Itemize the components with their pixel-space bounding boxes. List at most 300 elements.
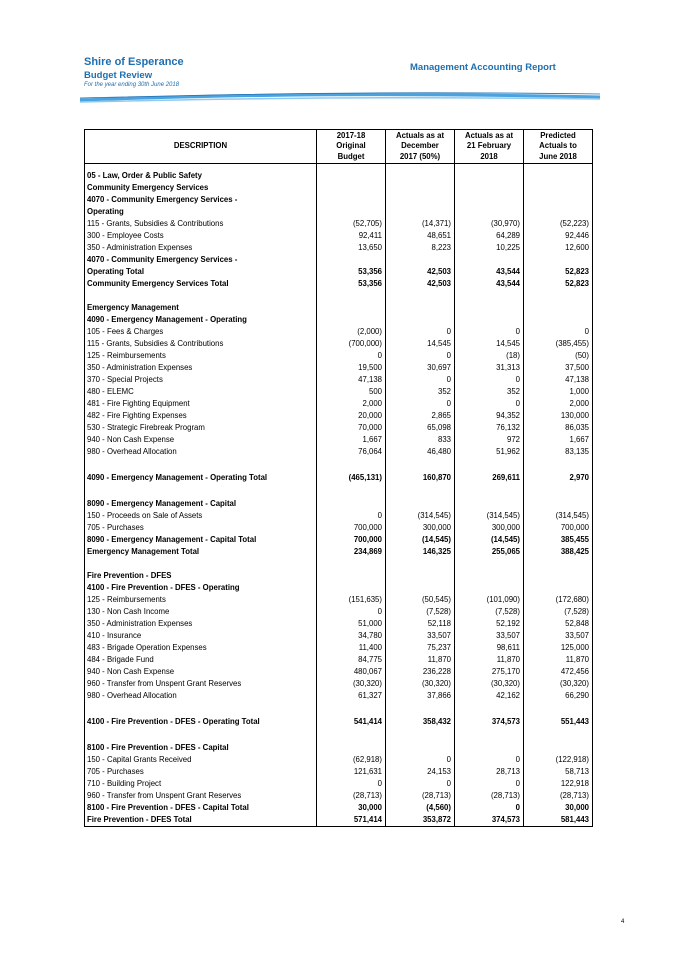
row-description: 940 - Non Cash Expense — [85, 434, 317, 446]
row-value — [386, 484, 455, 498]
row-value: 700,000 — [317, 534, 386, 546]
row-value: 47,138 — [317, 374, 386, 386]
blank-row — [85, 728, 593, 742]
row-value: 269,611 — [455, 472, 524, 484]
section-heading-row — [85, 582, 593, 594]
section-heading-row — [85, 182, 593, 194]
row-value — [455, 290, 524, 302]
row-value: 20,000 — [317, 410, 386, 422]
row-value: 300,000 — [455, 522, 524, 534]
row-description: 350 - Administration Expenses — [85, 618, 317, 630]
row-value — [386, 170, 455, 182]
row-value: 92,446 — [524, 230, 593, 242]
table-row — [85, 362, 593, 374]
row-value: 28,713 — [455, 766, 524, 778]
row-value: 34,780 — [317, 630, 386, 642]
row-description: Community Emergency Services Total — [85, 278, 317, 290]
row-description: 350 - Administration Expenses — [85, 362, 317, 374]
section-heading-row — [85, 498, 593, 510]
row-value: 0 — [317, 510, 386, 522]
row-value — [524, 206, 593, 218]
row-value: (4,560) — [386, 802, 455, 814]
row-value: 30,697 — [386, 362, 455, 374]
row-value — [455, 702, 524, 716]
table-row — [85, 654, 593, 666]
row-value — [317, 728, 386, 742]
row-description — [85, 728, 317, 742]
row-value — [455, 206, 524, 218]
budget-review-table — [84, 129, 593, 827]
row-description: Fire Prevention - DFES Total — [85, 814, 317, 827]
row-value: 0 — [317, 606, 386, 618]
row-value — [524, 170, 593, 182]
row-value: 1,667 — [317, 434, 386, 446]
row-value: (314,545) — [386, 510, 455, 522]
section-heading-row — [85, 570, 593, 582]
section-heading-row — [85, 314, 593, 326]
row-value: 0 — [455, 754, 524, 766]
row-value: (30,970) — [455, 218, 524, 230]
row-description: Fire Prevention - DFES — [85, 570, 317, 582]
row-value — [317, 742, 386, 754]
row-value: 42,503 — [386, 266, 455, 278]
document-subtitle: Budget Review — [84, 70, 153, 81]
header-swoosh-graphic — [80, 88, 600, 108]
row-value: (172,680) — [524, 594, 593, 606]
row-value: (465,131) — [317, 472, 386, 484]
table-row — [85, 618, 593, 630]
row-description: 8100 - Fire Prevention - DFES - Capital — [85, 742, 317, 754]
row-value — [386, 498, 455, 510]
row-description: 960 - Transfer from Unspent Grant Reserves — [85, 678, 317, 690]
row-value: 12,600 — [524, 242, 593, 254]
row-value: 700,000 — [317, 522, 386, 534]
row-description: 150 - Proceeds on Sale of Assets — [85, 510, 317, 522]
row-value: (385,455) — [524, 338, 593, 350]
row-value: 11,870 — [386, 654, 455, 666]
row-value: 122,918 — [524, 778, 593, 790]
page-number: 4 — [621, 919, 625, 925]
row-description: 4100 - Fire Prevention - DFES - Operating Total — [85, 716, 317, 728]
row-value — [386, 702, 455, 716]
row-description: 705 - Purchases — [85, 766, 317, 778]
row-description: 410 - Insurance — [85, 630, 317, 642]
row-value — [455, 254, 524, 266]
table-row — [85, 326, 593, 338]
col-header-actuals-december: Actuals as at December 2017 (50%) — [386, 130, 455, 164]
row-value: 571,414 — [317, 814, 386, 827]
row-value — [386, 558, 455, 570]
row-value — [317, 170, 386, 182]
row-value: 30,000 — [524, 802, 593, 814]
row-value: (2,000) — [317, 326, 386, 338]
row-value: 352 — [386, 386, 455, 398]
row-value: 121,631 — [317, 766, 386, 778]
total-row — [85, 534, 593, 546]
table-header-row — [85, 130, 593, 164]
row-value: 14,545 — [455, 338, 524, 350]
row-value — [317, 484, 386, 498]
row-value: 0 — [386, 326, 455, 338]
row-value: 352 — [455, 386, 524, 398]
row-value: (18) — [455, 350, 524, 362]
row-value: (50,545) — [386, 594, 455, 606]
row-value: 43,544 — [455, 278, 524, 290]
row-value — [455, 582, 524, 594]
row-value: 42,503 — [386, 278, 455, 290]
row-value: 47,138 — [524, 374, 593, 386]
section-heading-row — [85, 254, 593, 266]
row-value: 0 — [317, 350, 386, 362]
row-description: 370 - Special Projects — [85, 374, 317, 386]
row-value: (14,545) — [455, 534, 524, 546]
row-value: (14,545) — [386, 534, 455, 546]
row-value: 70,000 — [317, 422, 386, 434]
row-value — [455, 170, 524, 182]
row-description: Operating Total — [85, 266, 317, 278]
row-value — [455, 742, 524, 754]
row-value: 13,650 — [317, 242, 386, 254]
row-description: 484 - Brigade Fund — [85, 654, 317, 666]
total-row — [85, 546, 593, 558]
row-value — [317, 582, 386, 594]
row-value: 33,507 — [455, 630, 524, 642]
table-row — [85, 510, 593, 522]
row-description — [85, 290, 317, 302]
row-value: (28,713) — [317, 790, 386, 802]
row-value — [524, 182, 593, 194]
row-description: 125 - Reimbursements — [85, 594, 317, 606]
reporting-period: For the year ending 30th June 2018 — [84, 82, 180, 88]
row-value — [386, 206, 455, 218]
row-value: 52,823 — [524, 266, 593, 278]
row-value: (28,713) — [455, 790, 524, 802]
row-value: 86,035 — [524, 422, 593, 434]
row-value — [317, 570, 386, 582]
row-value: 700,000 — [524, 522, 593, 534]
table-row — [85, 386, 593, 398]
section-heading-row — [85, 206, 593, 218]
col-header-description: DESCRIPTION — [85, 130, 317, 164]
row-value: 61,327 — [317, 690, 386, 702]
row-value: 0 — [455, 326, 524, 338]
row-value — [317, 458, 386, 472]
row-value: 480,067 — [317, 666, 386, 678]
row-value — [455, 498, 524, 510]
table-row — [85, 374, 593, 386]
table-row — [85, 522, 593, 534]
row-value: (122,918) — [524, 754, 593, 766]
row-value: 52,192 — [455, 618, 524, 630]
row-value — [524, 302, 593, 314]
row-value — [455, 314, 524, 326]
row-value: 972 — [455, 434, 524, 446]
row-value: (62,918) — [317, 754, 386, 766]
col-header-original-budget: 2017-18 Original Budget — [317, 130, 386, 164]
table-row — [85, 422, 593, 434]
row-description: 350 - Administration Expenses — [85, 242, 317, 254]
blank-row — [85, 702, 593, 716]
row-value: 10,225 — [455, 242, 524, 254]
row-value: 353,872 — [386, 814, 455, 827]
row-value: (151,635) — [317, 594, 386, 606]
table-row — [85, 338, 593, 350]
row-value: 76,132 — [455, 422, 524, 434]
row-value: (30,320) — [317, 678, 386, 690]
row-value: 0 — [317, 778, 386, 790]
row-value: 255,065 — [455, 546, 524, 558]
total-row — [85, 278, 593, 290]
row-value — [524, 558, 593, 570]
row-value: 160,870 — [386, 472, 455, 484]
row-value: 75,237 — [386, 642, 455, 654]
row-value: 51,962 — [455, 446, 524, 458]
blank-row — [85, 484, 593, 498]
row-value: 0 — [524, 326, 593, 338]
table-row — [85, 230, 593, 242]
row-description: 483 - Brigade Operation Expenses — [85, 642, 317, 654]
row-value: (14,371) — [386, 218, 455, 230]
row-value: 0 — [386, 374, 455, 386]
row-value — [524, 702, 593, 716]
section-heading-row — [85, 742, 593, 754]
table-row — [85, 790, 593, 802]
total-row — [85, 472, 593, 484]
row-value: 374,573 — [455, 716, 524, 728]
row-description: Operating — [85, 206, 317, 218]
row-value: 65,098 — [386, 422, 455, 434]
row-description: Emergency Management Total — [85, 546, 317, 558]
row-value — [317, 558, 386, 570]
table-row — [85, 630, 593, 642]
row-value — [524, 742, 593, 754]
row-value: 51,000 — [317, 618, 386, 630]
row-value: (28,713) — [386, 790, 455, 802]
blank-row — [85, 290, 593, 302]
report-title: Management Accounting Report — [410, 62, 556, 73]
row-description: 530 - Strategic Firebreak Program — [85, 422, 317, 434]
row-description: 115 - Grants, Subsidies & Contributions — [85, 338, 317, 350]
row-value: 92,411 — [317, 230, 386, 242]
row-value — [317, 182, 386, 194]
row-value: 551,443 — [524, 716, 593, 728]
col-header-actuals-february: Actuals as at 21 February 2018 — [455, 130, 524, 164]
blank-row — [85, 458, 593, 472]
row-value: 76,064 — [317, 446, 386, 458]
row-value — [386, 314, 455, 326]
row-value — [455, 484, 524, 498]
row-description: 8100 - Fire Prevention - DFES - Capital Total — [85, 802, 317, 814]
row-value — [455, 558, 524, 570]
row-value — [524, 314, 593, 326]
row-value: 388,425 — [524, 546, 593, 558]
table-row — [85, 398, 593, 410]
row-value — [386, 742, 455, 754]
row-value: 33,507 — [386, 630, 455, 642]
row-value — [455, 458, 524, 472]
row-value: 83,135 — [524, 446, 593, 458]
row-value: (28,713) — [524, 790, 593, 802]
row-description: 4070 - Community Emergency Services - — [85, 254, 317, 266]
table-row — [85, 666, 593, 678]
row-value: 472,456 — [524, 666, 593, 678]
row-value: 52,823 — [524, 278, 593, 290]
table-row — [85, 606, 593, 618]
row-value — [524, 570, 593, 582]
row-value: (50) — [524, 350, 593, 362]
section-heading-row — [85, 302, 593, 314]
row-description: 150 - Capital Grants Received — [85, 754, 317, 766]
row-value — [455, 728, 524, 742]
row-description: 105 - Fees & Charges — [85, 326, 317, 338]
row-value — [317, 314, 386, 326]
row-value: 236,228 — [386, 666, 455, 678]
row-value: (30,320) — [524, 678, 593, 690]
row-description: 480 - ELEMC — [85, 386, 317, 398]
row-value — [386, 458, 455, 472]
row-value: 300,000 — [386, 522, 455, 534]
table-row — [85, 218, 593, 230]
total-row — [85, 814, 593, 827]
row-description: 4100 - Fire Prevention - DFES - Operating — [85, 582, 317, 594]
row-value: 374,573 — [455, 814, 524, 827]
row-value — [386, 570, 455, 582]
row-value: 43,544 — [455, 266, 524, 278]
row-value: 0 — [455, 802, 524, 814]
row-description: 940 - Non Cash Expense — [85, 666, 317, 678]
row-value: 94,352 — [455, 410, 524, 422]
row-value: 0 — [386, 350, 455, 362]
row-value: 2,970 — [524, 472, 593, 484]
row-value — [524, 254, 593, 266]
row-value — [455, 182, 524, 194]
section-heading-row — [85, 194, 593, 206]
row-value — [317, 498, 386, 510]
row-value: 33,507 — [524, 630, 593, 642]
total-row — [85, 802, 593, 814]
total-row — [85, 266, 593, 278]
row-description — [85, 484, 317, 498]
row-description: 4090 - Emergency Management - Operating Total — [85, 472, 317, 484]
row-value: 2,000 — [524, 398, 593, 410]
row-value: (314,545) — [455, 510, 524, 522]
row-description: 4090 - Emergency Management - Operating — [85, 314, 317, 326]
row-value: 24,153 — [386, 766, 455, 778]
row-description — [85, 458, 317, 472]
row-value: (101,090) — [455, 594, 524, 606]
row-value — [317, 206, 386, 218]
row-description: 482 - Fire Fighting Expenses — [85, 410, 317, 422]
row-value: 48,651 — [386, 230, 455, 242]
row-value — [455, 302, 524, 314]
row-value — [317, 290, 386, 302]
row-description: Community Emergency Services — [85, 182, 317, 194]
row-description: 8090 - Emergency Management - Capital Total — [85, 534, 317, 546]
row-description: 4070 - Community Emergency Services - — [85, 194, 317, 206]
row-value: 125,000 — [524, 642, 593, 654]
table-row — [85, 642, 593, 654]
table-row — [85, 678, 593, 690]
row-value: 500 — [317, 386, 386, 398]
blank-row — [85, 558, 593, 570]
row-value: 52,118 — [386, 618, 455, 630]
table-row — [85, 350, 593, 362]
row-description: 130 - Non Cash Income — [85, 606, 317, 618]
row-value — [386, 302, 455, 314]
row-value: 64,289 — [455, 230, 524, 242]
row-value — [386, 290, 455, 302]
row-value: (30,320) — [455, 678, 524, 690]
row-description: 05 - Law, Order & Public Safety — [85, 170, 317, 182]
row-value — [386, 182, 455, 194]
row-value: 31,313 — [455, 362, 524, 374]
row-description — [85, 558, 317, 570]
table-row — [85, 754, 593, 766]
row-value: 8,223 — [386, 242, 455, 254]
row-value: 581,443 — [524, 814, 593, 827]
row-value — [524, 498, 593, 510]
row-value: (7,528) — [455, 606, 524, 618]
row-value — [524, 290, 593, 302]
row-value — [317, 194, 386, 206]
row-value — [317, 702, 386, 716]
row-value — [455, 194, 524, 206]
row-value: 130,000 — [524, 410, 593, 422]
row-description: 125 - Reimbursements — [85, 350, 317, 362]
row-value: 14,545 — [386, 338, 455, 350]
row-value: 53,356 — [317, 278, 386, 290]
row-description: Emergency Management — [85, 302, 317, 314]
table-row — [85, 690, 593, 702]
row-value: 42,162 — [455, 690, 524, 702]
row-value: 37,500 — [524, 362, 593, 374]
row-value: 30,000 — [317, 802, 386, 814]
row-value: 0 — [386, 778, 455, 790]
row-description: 960 - Transfer from Unspent Grant Reserves — [85, 790, 317, 802]
row-description: 710 - Building Project — [85, 778, 317, 790]
row-value: 98,611 — [455, 642, 524, 654]
row-value — [386, 194, 455, 206]
section-heading-row — [85, 170, 593, 182]
row-value — [524, 458, 593, 472]
row-value — [317, 302, 386, 314]
row-value — [524, 194, 593, 206]
table-row — [85, 766, 593, 778]
table-row — [85, 778, 593, 790]
row-value: (314,545) — [524, 510, 593, 522]
row-value: 37,866 — [386, 690, 455, 702]
total-row — [85, 716, 593, 728]
table-body — [85, 164, 593, 827]
table-row — [85, 410, 593, 422]
row-description: 8090 - Emergency Management - Capital — [85, 498, 317, 510]
row-value: 385,455 — [524, 534, 593, 546]
row-value — [386, 728, 455, 742]
row-value: 0 — [455, 398, 524, 410]
row-value: 53,356 — [317, 266, 386, 278]
row-description: 115 - Grants, Subsidies & Contributions — [85, 218, 317, 230]
row-value — [386, 254, 455, 266]
row-value: 11,870 — [455, 654, 524, 666]
row-value: (7,528) — [386, 606, 455, 618]
row-value: 146,325 — [386, 546, 455, 558]
row-value: 58,713 — [524, 766, 593, 778]
row-value: 833 — [386, 434, 455, 446]
row-description: 980 - Overhead Allocation — [85, 446, 317, 458]
table-row — [85, 434, 593, 446]
row-value: (52,223) — [524, 218, 593, 230]
row-value — [455, 570, 524, 582]
